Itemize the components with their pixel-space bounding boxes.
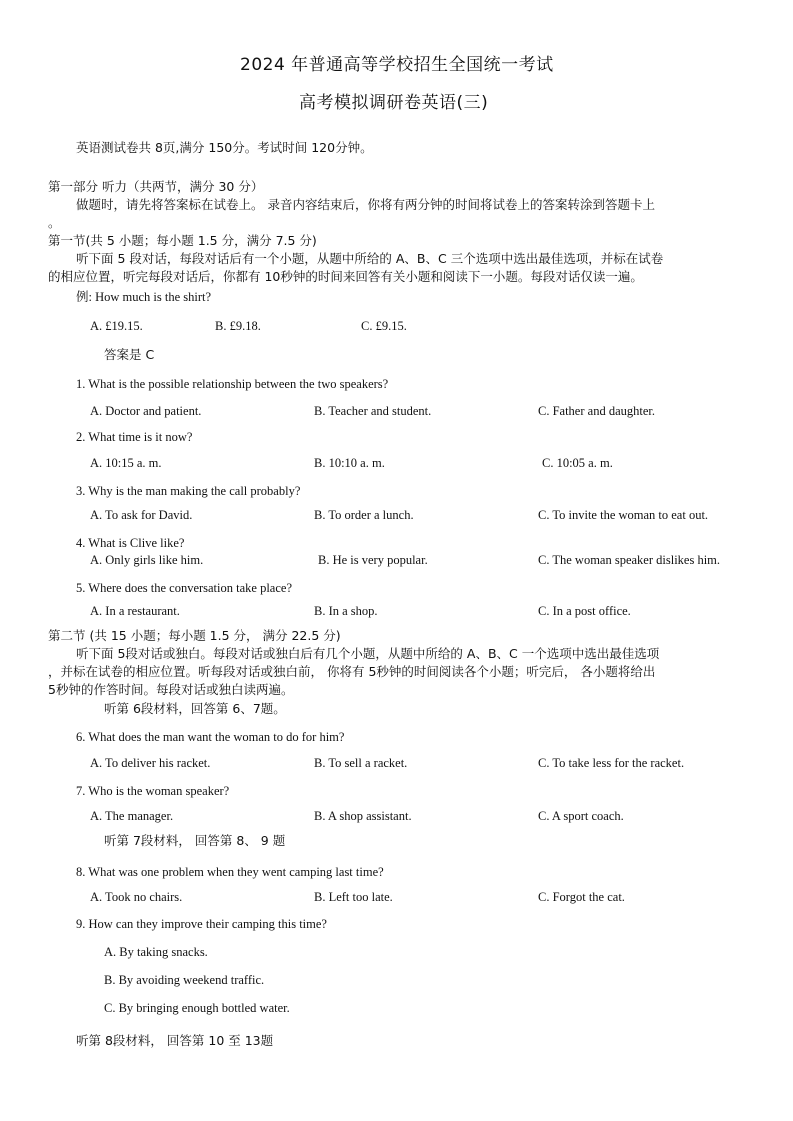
material-7-note: 听第 7段材料， 回答第 8、 9 题 — [104, 833, 286, 848]
question-9-option-c: C. By bringing enough bottled water. — [104, 1001, 290, 1015]
exam-subtitle: 高考模拟调研卷英语(三) — [299, 93, 489, 113]
question-9-option-a: A. By taking snacks. — [104, 945, 208, 959]
question-1-option-c: C. Father and daughter. — [538, 404, 655, 418]
question-9-option-b: B. By avoiding weekend traffic. — [104, 973, 265, 987]
example-option-c: C. £9.15. — [361, 319, 407, 333]
part1-instruction-line2: 。 — [48, 215, 61, 230]
question-8-option-c: C. Forgot the cat. — [538, 890, 625, 904]
question-5-option-a: A. In a restaurant. — [90, 604, 180, 618]
question-8-option-b: B. Left too late. — [314, 890, 393, 904]
question-7-option-a: A. The manager. — [90, 809, 174, 823]
part1-heading: 第一部分 听力（共两节，满分 30 分） — [48, 179, 264, 194]
question-1-option-b: B. Teacher and student. — [314, 404, 432, 418]
question-7: 7. Who is the woman speaker? — [76, 784, 230, 798]
question-6-option-a: A. To deliver his racket. — [90, 756, 211, 770]
question-2-option-a: A. 10:15 a. m. — [90, 456, 162, 470]
question-6: 6. What does the man want the woman to do for him? — [76, 730, 345, 744]
question-3-option-b: B. To order a lunch. — [314, 508, 414, 522]
question-8-option-a: A. Took no chairs. — [90, 890, 183, 904]
question-5: 5. Where does the conversation take place? — [76, 581, 292, 595]
question-3: 3. Why is the man making the call probably? — [76, 484, 301, 498]
section2-heading: 第二节 (共 15 小题；每小题 1.5 分， 满分 22.5 分) — [48, 628, 341, 643]
example-option-b: B. £9.18. — [215, 319, 261, 333]
question-4-option-c: C. The woman speaker dislikes him. — [538, 553, 721, 567]
question-5-option-c: C. In a post office. — [538, 604, 631, 618]
material-6-note: 听第 6段材料，回答第 6、7题。 — [104, 701, 286, 716]
question-1-option-a: A. Doctor and patient. — [90, 404, 202, 418]
question-6-option-c: C. To take less for the racket. — [538, 756, 685, 770]
question-2: 2. What time is it now? — [76, 430, 193, 444]
section2-instruction-line1: 听下面 5段对话或独白。每段对话或独白后有几个小题，从题中所给的 A、B、C 一个选项中选出最佳选项 — [76, 646, 660, 661]
example-option-a: A. £19.15. — [90, 319, 143, 333]
question-8: 8. What was one problem when they went camping last time? — [76, 865, 384, 879]
section1-instruction-line2: 的相应位置，听完每段对话后，你都有 10秒钟的时间来回答有关小题和阅读下一小题。每段对话仅读一遍。 — [48, 269, 643, 284]
section2-instruction-line3: 5秒钟的作答时间。每段对话或独白读两遍。 — [48, 682, 294, 697]
question-4-option-a: A. Only girls like him. — [90, 553, 204, 567]
question-3-option-c: C. To invite the woman to eat out. — [538, 508, 709, 522]
section1-heading: 第一节(共 5 小题；每小题 1.5 分，满分 7.5 分) — [48, 233, 317, 248]
material-8-note: 听第 8段材料， 回答第 10 至 13题 — [76, 1033, 274, 1048]
part1-instruction-line1: 做题时，请先将答案标在试卷上。 录音内容结束后，你将有两分钟的时间将试卷上的答案转涂到答题卡上 — [76, 197, 655, 212]
question-1: 1. What is the possible relationship between the two speakers? — [76, 377, 389, 391]
question-7-option-c: C. A sport coach. — [538, 809, 624, 823]
example-question: 例: How much is the shirt? — [76, 290, 212, 304]
question-4-option-b: B. He is very popular. — [318, 553, 428, 567]
section2-instruction-line2: ，并标在试卷的相应位置。听每段对话或独白前， 你将有 5秒钟的时间阅读各个小题；听完后， 各小题将给出 — [48, 664, 656, 679]
question-6-option-b: B. To sell a racket. — [314, 756, 408, 770]
exam-intro: 英语测试卷共 8页,满分 150分。考试时间 120分钟。 — [76, 140, 373, 155]
question-3-option-a: A. To ask for David. — [90, 508, 193, 522]
question-5-option-b: B. In a shop. — [314, 604, 378, 618]
section1-instruction-line1: 听下面 5 段对话，每段对话后有一个小题，从题中所给的 A、B、C 三个选项中选出最佳选项，并标在试卷 — [76, 251, 664, 266]
question-7-option-b: B. A shop assistant. — [314, 809, 412, 823]
question-2-option-b: B. 10:10 a. m. — [314, 456, 385, 470]
question-9: 9. How can they improve their camping this time? — [76, 917, 327, 931]
example-answer: 答案是 C — [104, 347, 155, 362]
question-2-option-c: C. 10:05 a. m. — [542, 456, 613, 470]
exam-title: 2024 年普通高等学校招生全国统一考试 — [240, 55, 554, 75]
question-4: 4. What is Clive like? — [76, 536, 185, 550]
